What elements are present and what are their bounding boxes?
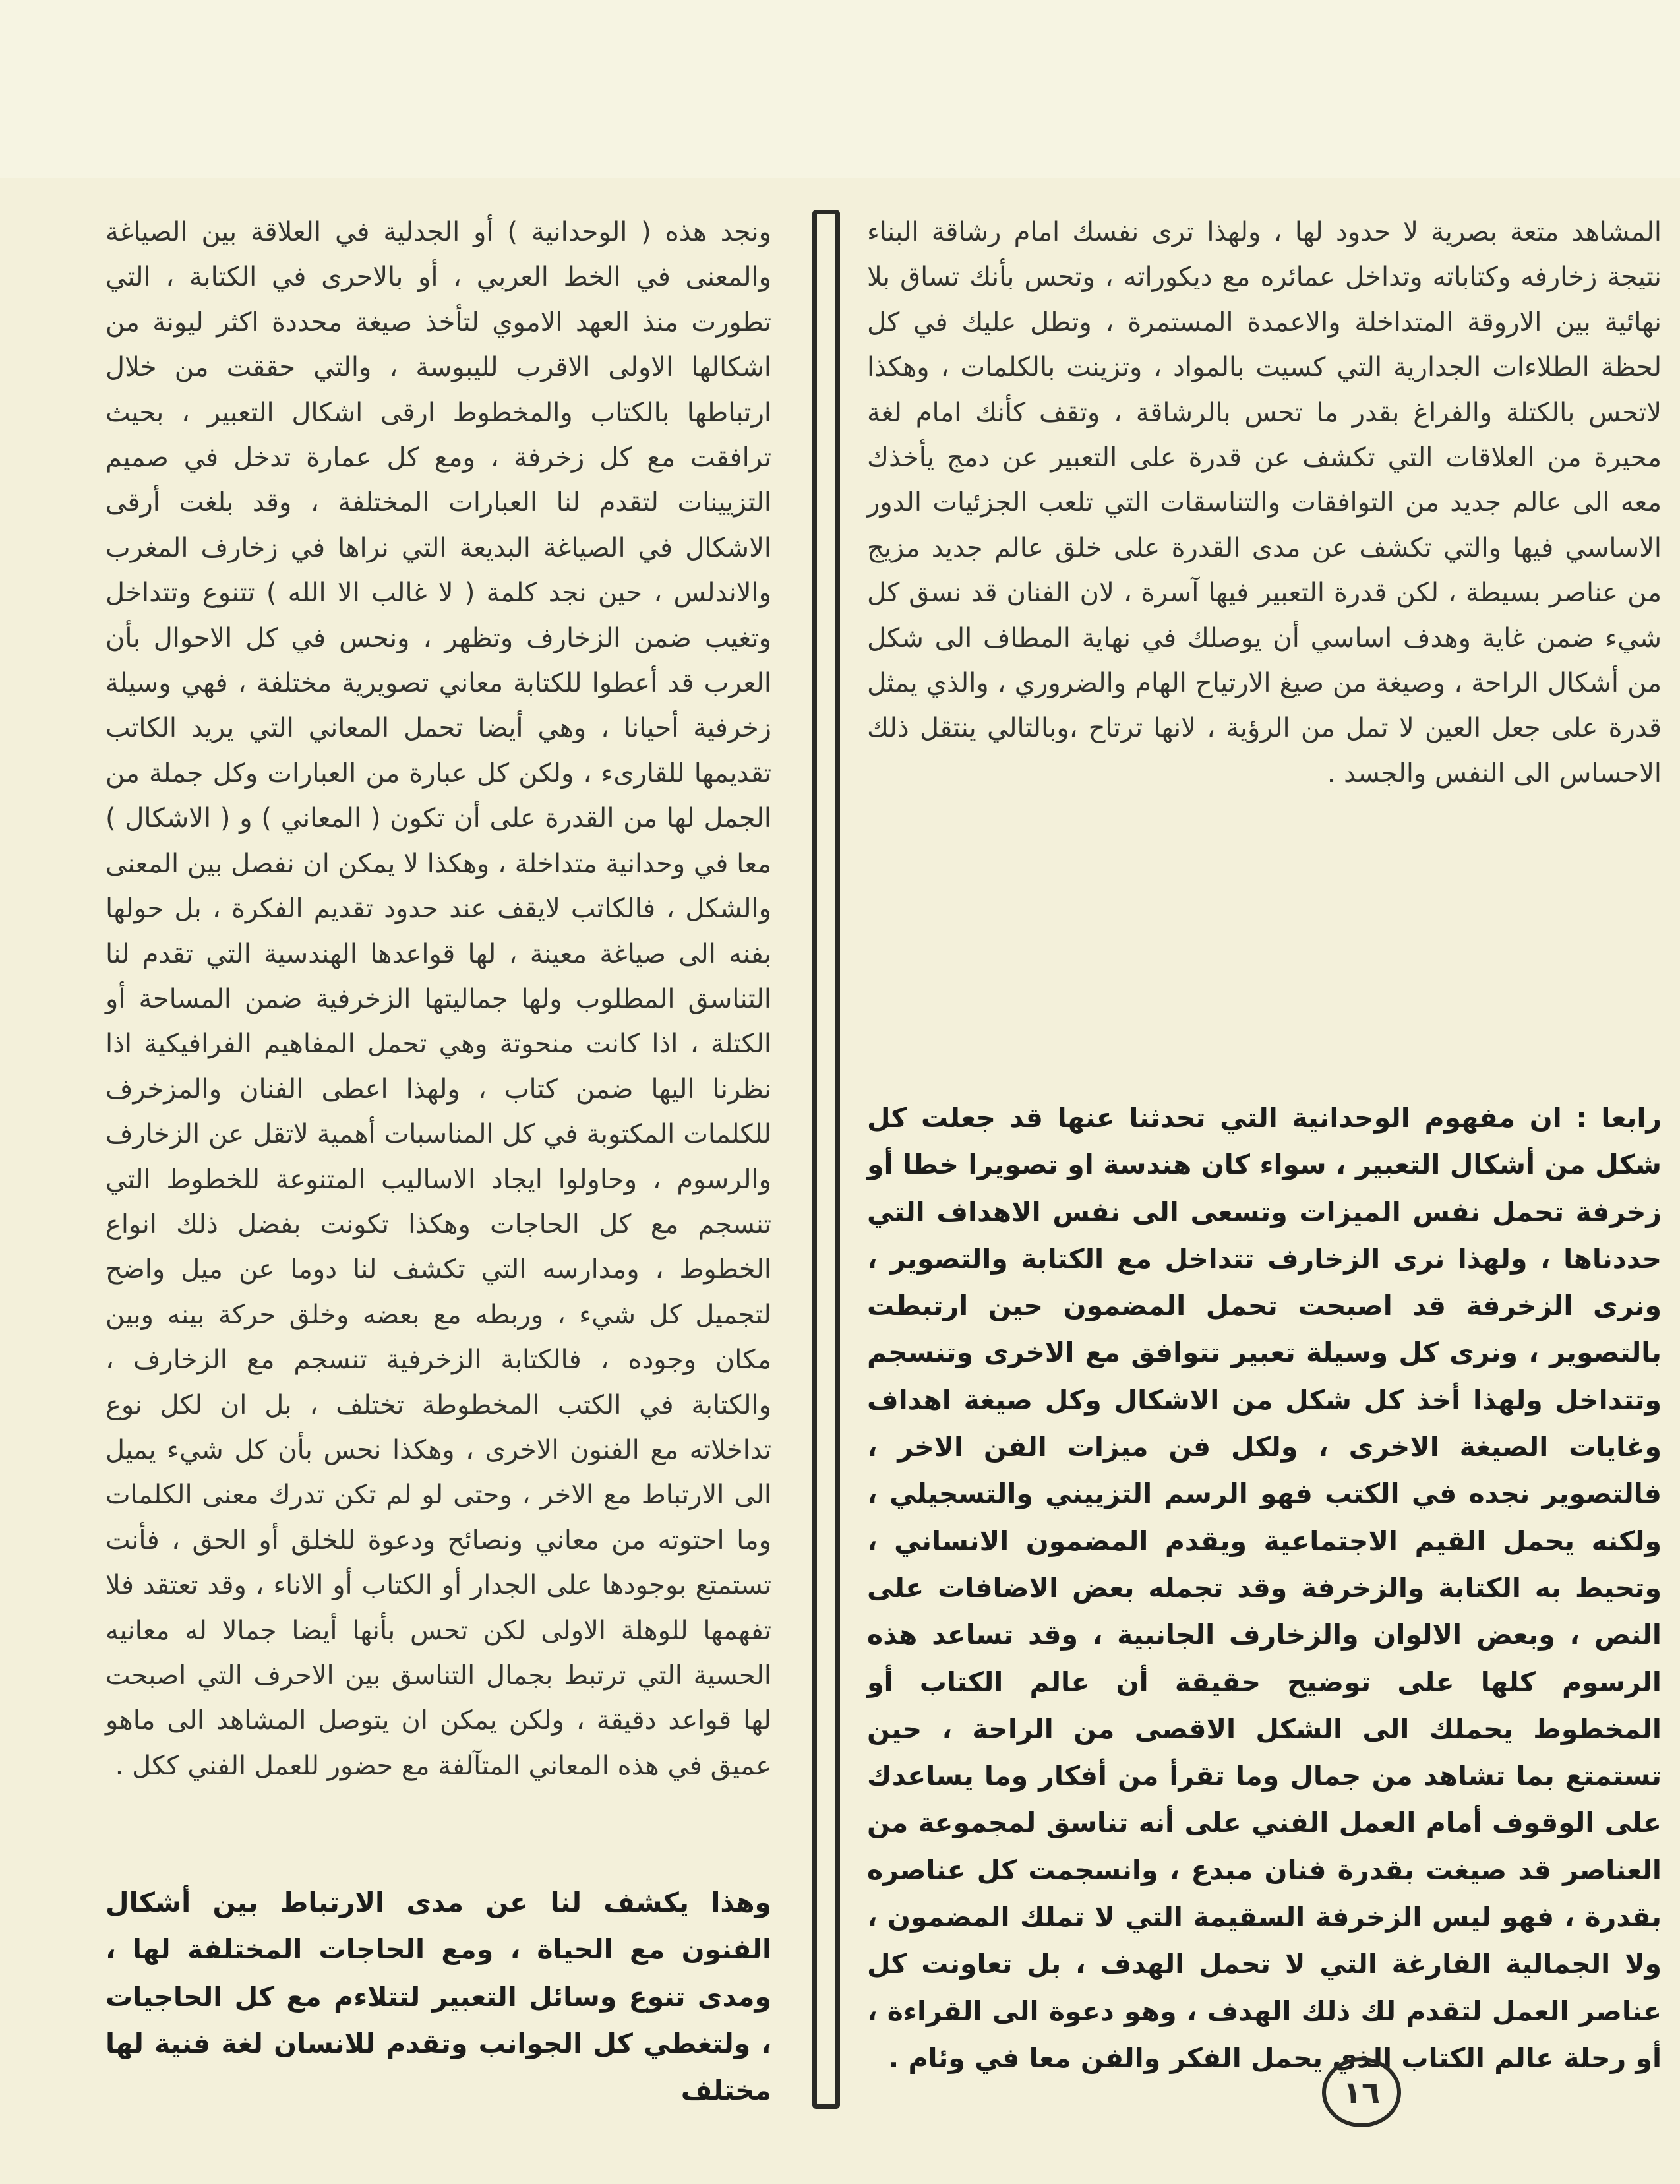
paragraph: وهذا يكشف لنا عن مدى الارتباط بين أشكال الفنون مع الحياة ، ومع الحاجات المختلفة لها ، ومدى تنوع وسائل التعبير لتتلاءم مع كل الحاجيات ، ولتغطي كل الجوانب وتقدم للانسان لغة فنية لها مختلف [105, 1887, 771, 2107]
left-column-bottom-text [105, 1879, 771, 2114]
paragraph: المشاهد متعة بصرية لا حدود لها ، ولهذا ترى نفسك امام رشاقة البناء نتيجة زخارفه وكتاباته وتداخل عمائره مع ديكوراته ، وتحس بأنك تساق بلا نهائية بين الاروقة المتداخلة والاعمدة المستمرة ، وتطل عليك في كل لحظة الطلاءات الجدارية التي كسيت بالمواد ، وتزينت بالكلمات ، وهكذا لاتحس بالكتلة والفراغ بقدر ما تحس بالرشاقة ، وتقف كأنك امام لغة محيرة من العلاقات التي تكشف عن قدرة على التعبير عن دمج يأخذك معه الى عالم جديد من التوافقات والتناسقات التي تلعب الجزئيات الدور الاساسي فيها والتي تكشف عن مدى القدرة على خلق عالم جديد مزيج من عناصر بسيطة ، لكن قدرة التعبير فيها آسرة ، لان الفنان قد نسق كل شيء ضمن غاية وهدف اساسي أن يوصلك في نهاية المطاف الى شكل من أشكال الراحة ، وصيغة من صيغ الارتياح الهام والضروري ، والذي يمثل قدرة على جعل العين لا تمل من الرؤية ، لانها ترتاح ،وبالتالي ينتقل ذلك الاحساس الى النفس والجسد . [867, 217, 1662, 789]
column-divider [812, 210, 840, 2109]
right-column-top-text [867, 210, 1662, 796]
paragraph: رابعا : ان مفهوم الوحدانية التي تحدثنا عنها قد جعلت كل شكل من أشكال التعبير ، سواء كان هندسة او تصويرا خطا أو زخرفة تحمل نفس الميزات وتسعى الى نفس الاهداف التي حددناها ، ولهذا نرى الزخارف تتداخل مع الكتابة والتصوير ، ونرى الزخرفة قد اصبحت تحمل المضمون حين ارتبطت بالتصوير ، ونرى كل وسيلة تعبير تتوافق مع الاخرى وتنسجم وتتداخل ولهذا أخذ كل شكل من الاشكال وكل صيغة اهداف وغايات الصيغة الاخرى ، ولكل فن ميزات الفن الاخر ، فالتصوير نجده في الكتب فهو الرسم التزييني والتسجيلي ، ولكنه يحمل القيم الاجتماعية ويقدم المضمون الانساني ، وتحيط به الكتابة والزخرفة وقد تجمله بعض الاضافات على النص ، وبعض الالوان والزخارف الجانبية ، وقد تساعد هذه الرسوم كلها على توضيح حقيقة أن عالم الكتاب أو المخطوط يحملك الى الشكل الاقصى من الراحة ، حين تستمتع بما تشاهد من جمال وما تقرأ من أفكار وما يساعدك على الوقوف أمام العمل الفني على أنه تناسق لمجموعة من العناصر قد صيغت بقدرة فنان مبدع ، وانسجمت كل عناصره بقدرة ، فهو ليس الزخرفة السقيمة التي لا تملك المضمون ، ولا الجمالية الفارغة التي لا تحمل الهدف ، بل تعاونت كل عناصر العمل لتقدم لك ذلك الهدف ، وهو دعوة الى القراءة ، أو رحلة عالم الكتاب الذي يحمل الفكر والفن معا في وئام . [867, 1102, 1662, 2074]
left-column-main-text [105, 210, 771, 1788]
page-number: ١٦ [1322, 2057, 1401, 2127]
right-column-bottom-text [867, 1095, 1662, 2082]
page-top-margin [0, 0, 1680, 178]
paragraph: ونجد هذه ( الوحدانية ) أو الجدلية في العلاقة بين الصياغة والمعنى في الخط العربي ، أو بالاحرى في الكتابة ، التي تطورت منذ العهد الاموي لتأخذ صيغة محددة اكثر ليونة من اشكالها الاولى الاقرب لليبوسة ، والتي حققت من خلال ارتباطها بالكتاب والمخطوط ارقى اشكال التعبير ، بحيث ترافقت مع كل زخرفة ، ومع كل عمارة تدخل في صميم التزيينات لتقدم لنا العبارات المختلفة ، وقد بلغت أرقى الاشكال في الصياغة البديعة التي نراها في زخارف المغرب والاندلس ، حين نجد كلمة ( لا غالب الا الله ) تتنوع وتتداخل وتغيب ضمن الزخارف وتظهر ، ونحس في كل الاحوال بأن العرب قد أعطوا للكتابة معاني تصويرية مختلفة ، فهي وسيلة زخرفية أحيانا ، وهي أيضا تحمل المعاني التي يريد الكاتب تقديمها للقارىء ، ولكن كل عبارة من العبارات وكل جملة من الجمل لها من القدرة على أن تكون ( المعاني ) و ( الاشكال ) معا في وحدانية متداخلة ، وهكذا لا يمكن ان نفصل بين المعنى والشكل ، فالكاتب لايقف عند حدود تقديم الفكرة ، بل حولها بفنه الى صياغة معينة ، لها قواعدها الهندسية التي تقدم لنا التناسق المطلوب ولها جماليتها الزخرفية ضمن المساحة أو الكتلة ، اذا كانت منحوتة وهي تحمل المفاهيم الفرافيكية اذا نظرنا اليها ضمن كتاب ، ولهذا اعطى الفنان والمزخرف للكلمات المكتوبة في كل المناسبات أهمية لاتقل عن الزخارف والرسوم ، وحاولوا ايجاد الاساليب المتنوعة للخطوط التي تنسجم مع كل الحاجات وهكذا تكونت بفضل ذلك انواع الخطوط ، ومدارسه التي تكشف لنا دوما عن ميل واضح لتجميل كل شيء ، وربطه مع بعضه وخلق حركة بينه وبين مكان وجوده ، فالكتابة الزخرفية تنسجم مع الزخارف ، والكتابة في الكتب المخطوطة تختلف ، بل ان لكل نوع تداخلاته مع الفنون الاخرى ، وهكذا نحس بأن كل شيء يميل الى الارتباط مع الاخر ، وحتى لو لم تكن تدرك معنى الكلمات وما احتوته من معاني ونصائح ودعوة للخلق أو الحق ، فأنت تستمتع بوجودها على الجدار أو الكتاب أو الاناء ، وقد تعتقد فلا تفهمها للوهلة الاولى لكن تحس بأنها أيضا جمالا له معانيه الحسية التي ترتبط بجمال التناسق بين الاحرف التي اصبحت لها قواعد دقيقة ، ولكن يمكن ان يتوصل المشاهد الى ماهو عميق في هذه المعاني المتآلفة مع حضور للعمل الفني ككل . [105, 217, 771, 1781]
